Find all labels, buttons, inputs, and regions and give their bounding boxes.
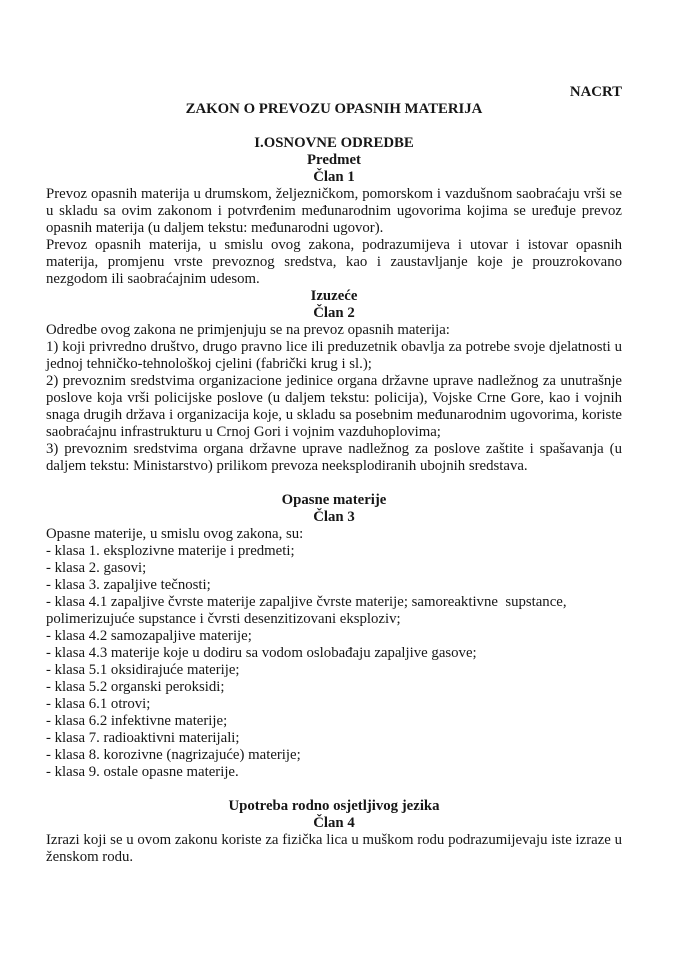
article-2-item-3: 3) prevoznim sredstvima organa državne uprave nadležnog za poslove zaštite i spašavanja (u daljem tekstu: Ministarstvo) prilikom prevoza neeksplodiranih ubojnih sredstava. — [46, 441, 622, 474]
article-3 — [46, 492, 622, 781]
article-1 — [46, 152, 622, 288]
hazard-class-item: - klasa 2. gasovi; — [46, 560, 147, 576]
hazard-class-item: - klasa 5.2 organski peroksidi; — [46, 679, 225, 695]
hazard-class-item: - klasa 4.1 zapaljive čvrste materije zapaljive čvrste materije; samoreaktivne supstance, — [46, 594, 567, 610]
hazard-class-item-continuation: polimerizujuće supstance i čvrsti desenzitizovani eksploziv; — [46, 611, 401, 627]
hazard-class-item: - klasa 5.1 oksidirajuće materije; — [46, 662, 240, 678]
hazard-class-item: - klasa 3. zapaljive tečnosti; — [46, 577, 211, 593]
spacer — [46, 781, 622, 798]
article-3-heading: Opasne materije — [281, 492, 387, 508]
article-4-heading: Upotreba rodno osjetljivog jezika — [228, 798, 440, 814]
hazard-class-item: - klasa 8. korozivne (nagrizajuće) materije; — [46, 747, 301, 763]
hazard-class-item: - klasa 6.1 otrovi; — [46, 696, 151, 712]
hazard-class-item: - klasa 4.2 samozapaljive materije; — [46, 628, 252, 644]
hazard-class-item: - klasa 9. ostale opasne materije. — [46, 764, 239, 780]
article-2-heading: Izuzeće — [310, 288, 358, 304]
article-3-intro: Opasne materije, u smislu ovog zakona, su: — [46, 526, 304, 542]
hazard-class-item: - klasa 7. radioaktivni materijali; — [46, 730, 240, 746]
article-1-heading: Predmet — [307, 152, 361, 168]
spacer — [46, 475, 622, 492]
article-2-number: Član 2 — [313, 305, 355, 321]
article-4-paragraph-1: Izrazi koji se u ovom zakonu koriste za fizička lica u muškom rodu podrazumijevaju iste izraze u ženskom rodu. — [46, 832, 622, 865]
article-4 — [46, 798, 622, 866]
article-2-intro: Odredbe ovog zakona ne primjenjuju se na prevoz opasnih materija: — [46, 322, 450, 338]
article-2-item-1: 1) koji privredno društvo, drugo pravno lice ili preduzetnik obavlja za potrebe svoje djelatnosti u jednoj tehničko-tehnološkoj cjelini (fabrički krug i sl.); — [46, 339, 622, 372]
chapter-heading: I.OSNOVNE ODREDBE — [254, 135, 414, 151]
article-2 — [46, 288, 622, 475]
draft-label: NACRT — [569, 84, 622, 100]
article-4-number: Član 4 — [313, 815, 355, 831]
article-1-paragraph-1: Prevoz opasnih materija u drumskom, željezničkom, pomorskom i vazdušnom saobraćaju vrši se u skladu sa ovim zakonom i potvrđenim međunarodnim ugovorima kojima se uređuje prevoz opasnih materija (u daljem tekstu: međunarodni ugovor). — [46, 186, 622, 236]
article-2-item-2: 2) prevoznim sredstvima organizacione jedinice organa državne uprave nadležnog za unutrašnje poslove koja vrši policijske poslove (u daljem tekstu: policija), Vojske Crne Gore, kao i vojnih snaga drugih država i organizacija koje, u skladu sa posebnim međunarodnim ugovorima, koriste saobraćajnu infrastrukturu u Crnoj Gori i vojnim vazduhoplovima; — [46, 373, 622, 440]
article-3-number: Član 3 — [313, 509, 355, 525]
hazard-class-item: - klasa 6.2 infektivne materije; — [46, 713, 228, 729]
document-title: ZAKON O PREVOZU OPASNIH MATERIJA — [185, 101, 483, 117]
article-1-paragraph-2: Prevoz opasnih materija, u smislu ovog zakona, podrazumijeva i utovar i istovar opasnih materija, promjenu vrste prevoznog sredstva, kao i zaustavljanje koje je prouzrokovano nezgodom ili saobraćajnim udesom. — [46, 237, 622, 287]
spacer — [46, 118, 622, 135]
hazard-class-item: - klasa 4.3 materije koje u dodiru sa vodom oslobađaju zapaljive gasove; — [46, 645, 477, 661]
hazard-class-item: - klasa 1. eksplozivne materije i predmeti; — [46, 543, 295, 559]
article-1-number: Član 1 — [313, 169, 355, 185]
